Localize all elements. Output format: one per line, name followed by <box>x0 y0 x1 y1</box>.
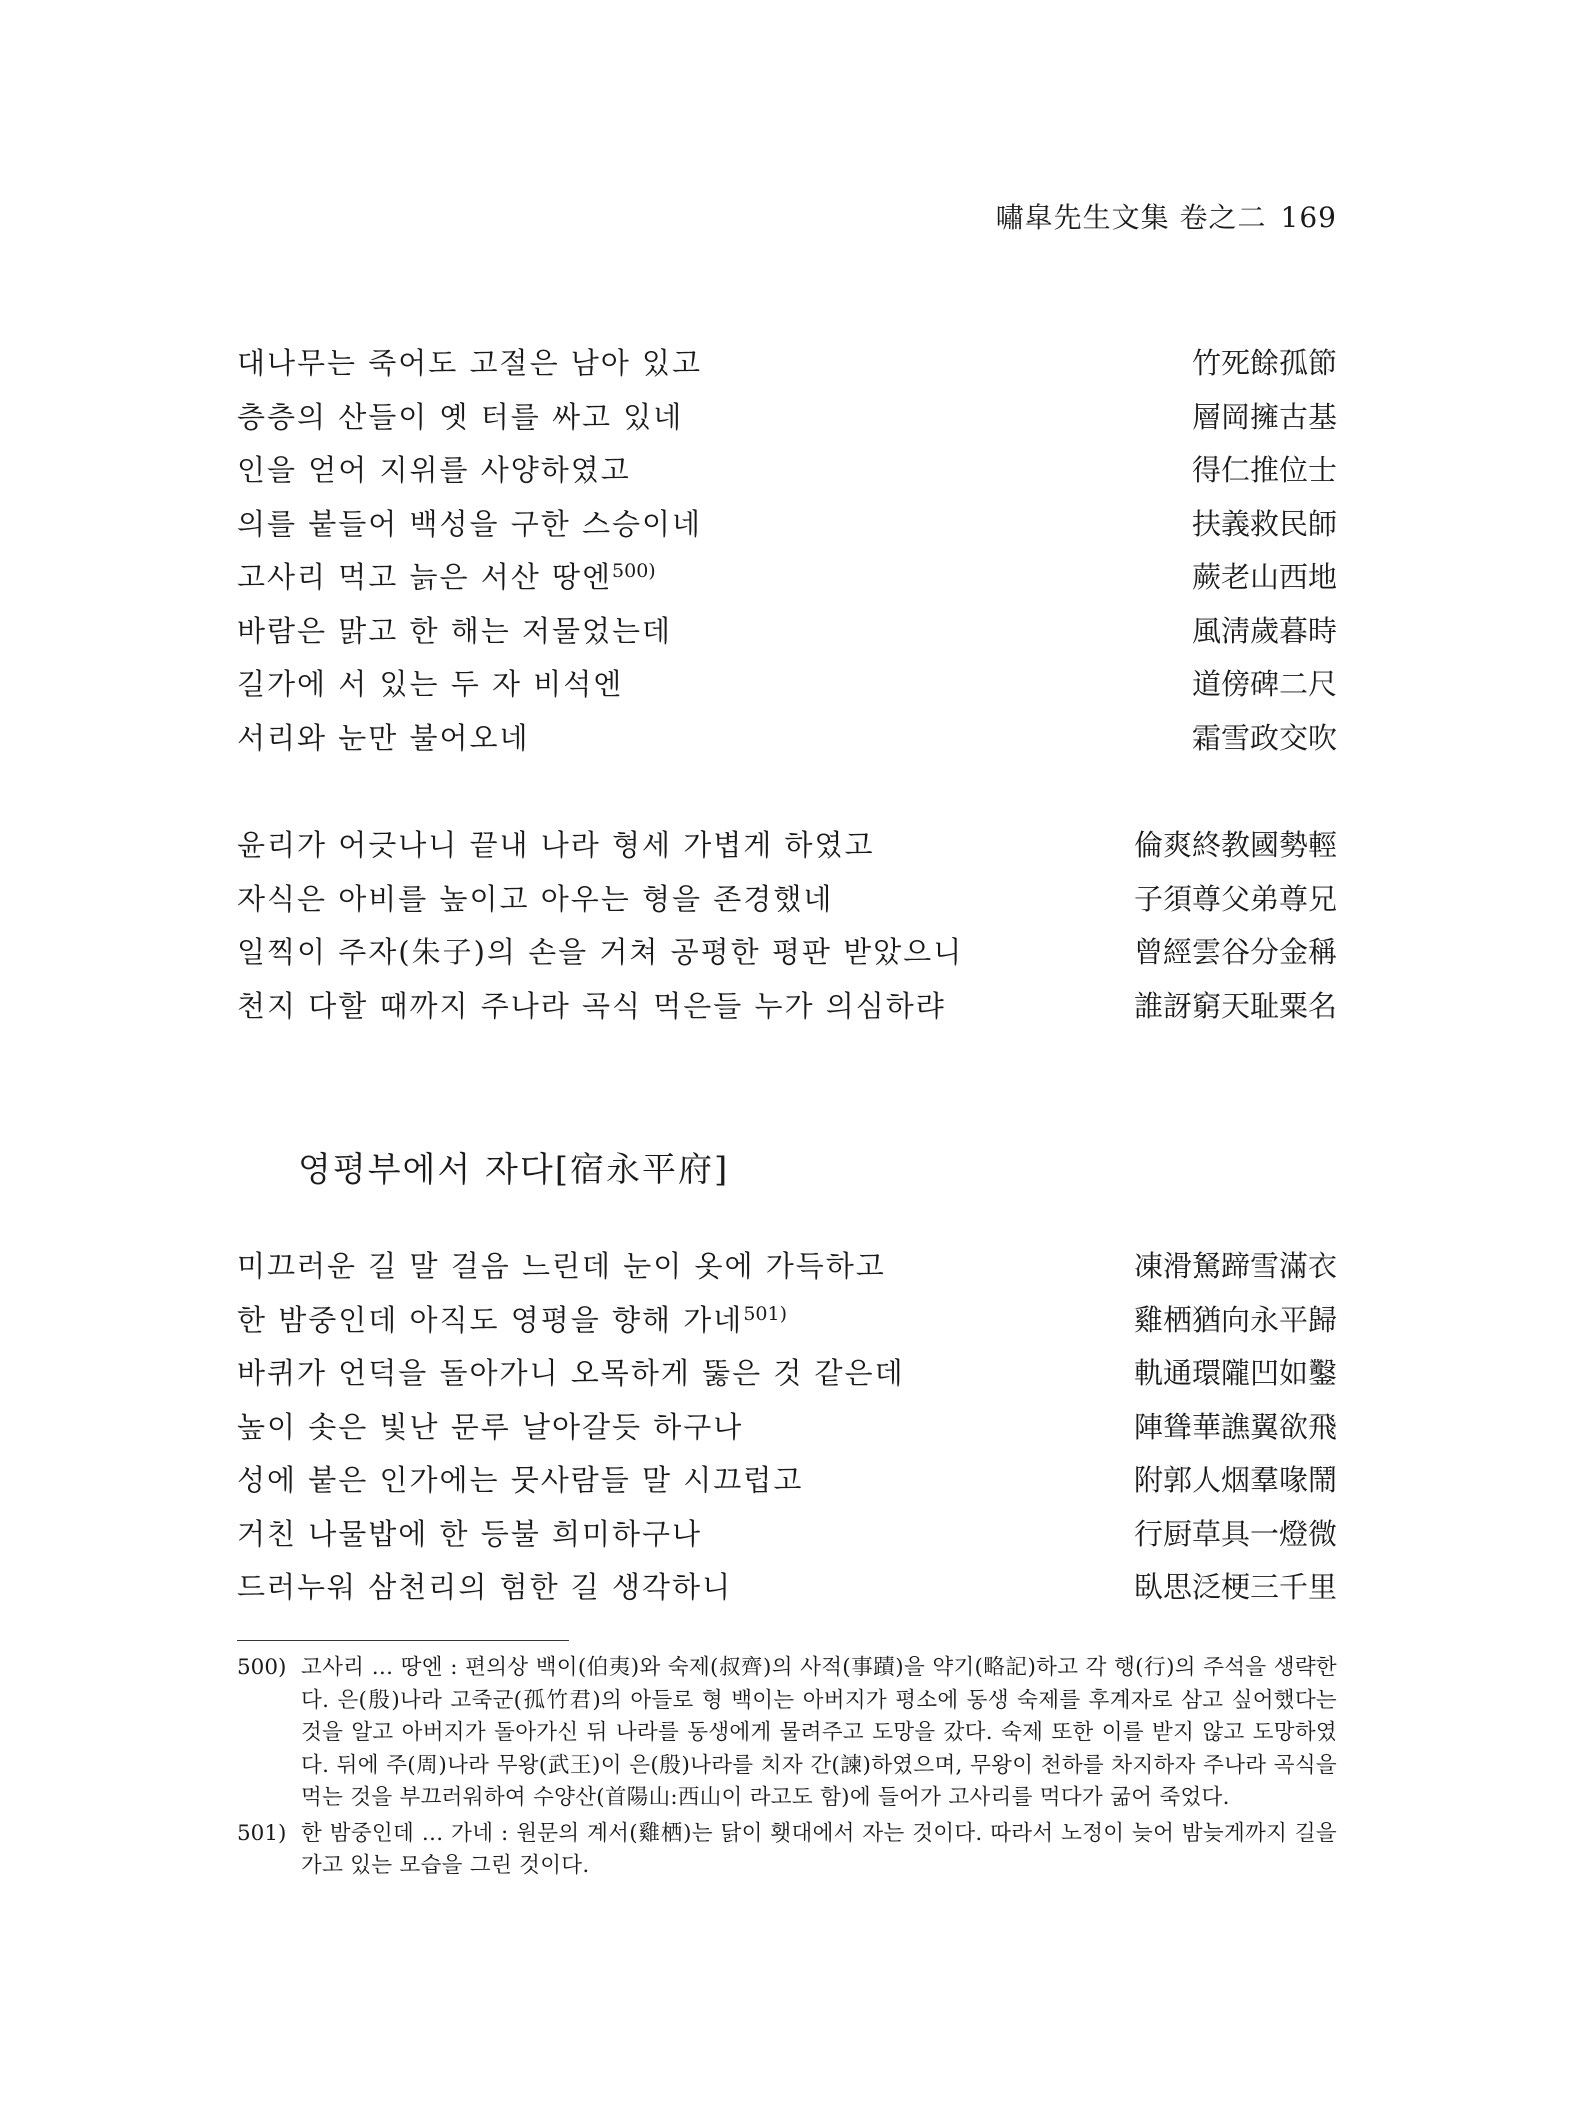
korean-line-text: 고사리 먹고 늙은 서산 땅엔 <box>237 560 613 594</box>
footnote-reference: 501) <box>743 1302 787 1325</box>
poem-stanza-2 <box>237 823 1337 1037</box>
poem-line <box>237 662 1337 716</box>
hanja-line: 曾經雲谷分金稱 <box>1133 935 1337 969</box>
korean-line: 윤리가 어긋나니 끝내 나라 형세 가볍게 하였고 <box>237 828 875 862</box>
korean-line: 바람은 맑고 한 해는 저물었는데 <box>237 613 673 648</box>
korean-line: 자식은 아비를 높이고 아우는 형을 존경했네 <box>237 881 834 916</box>
running-header <box>996 196 1337 236</box>
poem-line <box>237 1565 1337 1619</box>
footnote <box>237 1652 1337 1815</box>
hanja-line: 風淸歲暮時 <box>1191 613 1337 648</box>
hanja-line: 行厨草具一燈微 <box>1133 1516 1337 1551</box>
korean-line: 바퀴가 언덕을 돌아가니 오목하게 뚫은 것 같은데 <box>237 1356 905 1390</box>
poem-line <box>237 1512 1337 1566</box>
poem-line <box>237 502 1337 556</box>
korean-line: 일찍이 주자(朱子)의 손을 거쳐 공평한 평판 받았으니 <box>237 935 964 969</box>
poem-line <box>237 555 1337 609</box>
korean-line: 성에 붙은 인가에는 뭇사람들 말 시끄럽고 <box>237 1463 804 1497</box>
hanja-line: 倫爽終教國勢輕 <box>1133 828 1337 862</box>
hanja-line: 霜雪政交吹 <box>1191 720 1337 755</box>
hanja-line: 竹死餘孤節 <box>1191 346 1337 380</box>
footnote-number: 500) <box>237 1655 287 1680</box>
hanja-line: 陣聳華譙翼欲飛 <box>1133 1409 1337 1444</box>
korean-line: 거친 나물밥에 한 등불 희미하구나 <box>237 1516 703 1551</box>
poem-line <box>237 823 1337 877</box>
footnote-text: 고사리 … 땅엔 : 편의상 백이(伯夷)와 숙제(叔齊)의 사적(事蹟)을 약기(略記)하고 각 행(行)의 주석을 생략한다. 은(殷)나라 고죽군(孤竹君)의 아들로 형 백이는 아버지가 평소에 동생 숙제를 후계자로 삼고 싶어했다는 것을 알고 아버지가 돌아가신 뒤 나라를 동생에게 물려주고 도망을 갔다. 숙제 또한 이를 받지 않고 도망하였다. 뒤에 주(周)나라 무왕(武王)이 은(殷)나라를 치자 간(諫)하였으며, 무왕이 천하를 차지하자 주나라 곡식을 먹는 것을 부끄러워하여 수양산(首陽山:西山이 라고도 함)에 들어가 고사리를 먹다가 굶어 죽었다. <box>301 1655 1337 1810</box>
poem-line <box>237 716 1337 770</box>
korean-line: 천지 다할 때까지 주나라 곡식 먹은들 누가 의심하랴 <box>237 988 946 1023</box>
poem-line <box>237 1244 1337 1298</box>
korean-line-text: 한 밤중인데 아직도 영평을 향해 가네 <box>237 1302 744 1337</box>
hanja-line: 軌通環隴凹如鑿 <box>1133 1356 1337 1390</box>
korean-line: 대나무는 죽어도 고절은 남아 있고 <box>237 346 703 380</box>
poem-stanza-1 <box>237 341 1337 769</box>
poem-line <box>237 1298 1337 1352</box>
hanja-line: 雞栖猶向永平歸 <box>1133 1302 1337 1337</box>
hanja-line: 臥思泛梗三千里 <box>1133 1570 1337 1604</box>
footnote <box>237 1818 1337 1883</box>
korean-line <box>237 555 656 596</box>
poem-line <box>237 984 1337 1038</box>
poem-line <box>237 448 1337 502</box>
book-title: 嘯皐先生文集 卷之二 <box>995 201 1267 234</box>
hanja-line: 道傍碑二尺 <box>1191 667 1337 701</box>
poem-line <box>237 1405 1337 1459</box>
korean-line: 미끄러운 길 말 걸음 느린데 눈이 옷에 가득하고 <box>237 1249 886 1283</box>
poem-line <box>237 395 1337 449</box>
hanja-line: 子須尊父弟尊兄 <box>1133 881 1337 916</box>
korean-line <box>237 1298 787 1339</box>
korean-line: 의를 붙들어 백성을 구한 스승이네 <box>237 506 703 541</box>
footnote-text: 한 밤중인데 … 가네 : 원문의 계서(雞栖)는 닭이 횃대에서 자는 것이다. 따라서 노정이 늦어 밤늦게까지 길을 가고 있는 모습을 그린 것이다. <box>301 1820 1337 1878</box>
korean-line: 드러누워 삼천리의 험한 길 생각하니 <box>237 1570 733 1604</box>
poem-line <box>237 930 1337 984</box>
hanja-line: 層岡擁古基 <box>1191 399 1337 434</box>
korean-line: 높이 솟은 빛난 문루 날아갈듯 하구나 <box>237 1409 744 1444</box>
poem-line <box>237 1351 1337 1405</box>
poem-line <box>237 341 1337 395</box>
footnote-reference: 500) <box>612 560 656 582</box>
hanja-line: 誰訝窮天耻粟名 <box>1133 988 1337 1023</box>
korean-line: 서리와 눈만 불어오네 <box>237 720 530 755</box>
poem-stanza-3 <box>237 1244 1337 1619</box>
korean-line: 길가에 서 있는 두 자 비석엔 <box>237 667 624 701</box>
footnote-divider <box>237 1640 569 1641</box>
poem-line <box>237 609 1337 663</box>
hanja-line: 扶義救民師 <box>1191 506 1337 541</box>
hanja-line: 附郭人烟羣喙鬧 <box>1133 1463 1337 1497</box>
korean-line: 층층의 산들이 옛 터를 싸고 있네 <box>237 399 684 434</box>
poem-title: 영평부에서 자다[宿永平府] <box>298 1150 730 1190</box>
hanja-line: 蕨老山西地 <box>1191 560 1337 594</box>
poem-line <box>237 877 1337 931</box>
page-number: 169 <box>1280 201 1337 234</box>
hanja-line: 得仁推位士 <box>1191 453 1337 487</box>
korean-line: 인을 얻어 지위를 사양하였고 <box>237 453 631 487</box>
footnote-number: 501) <box>237 1820 287 1846</box>
footnotes <box>237 1652 1337 1886</box>
hanja-line: 凍滑駑蹄雪滿衣 <box>1133 1249 1337 1283</box>
poem-line <box>237 1458 1337 1512</box>
